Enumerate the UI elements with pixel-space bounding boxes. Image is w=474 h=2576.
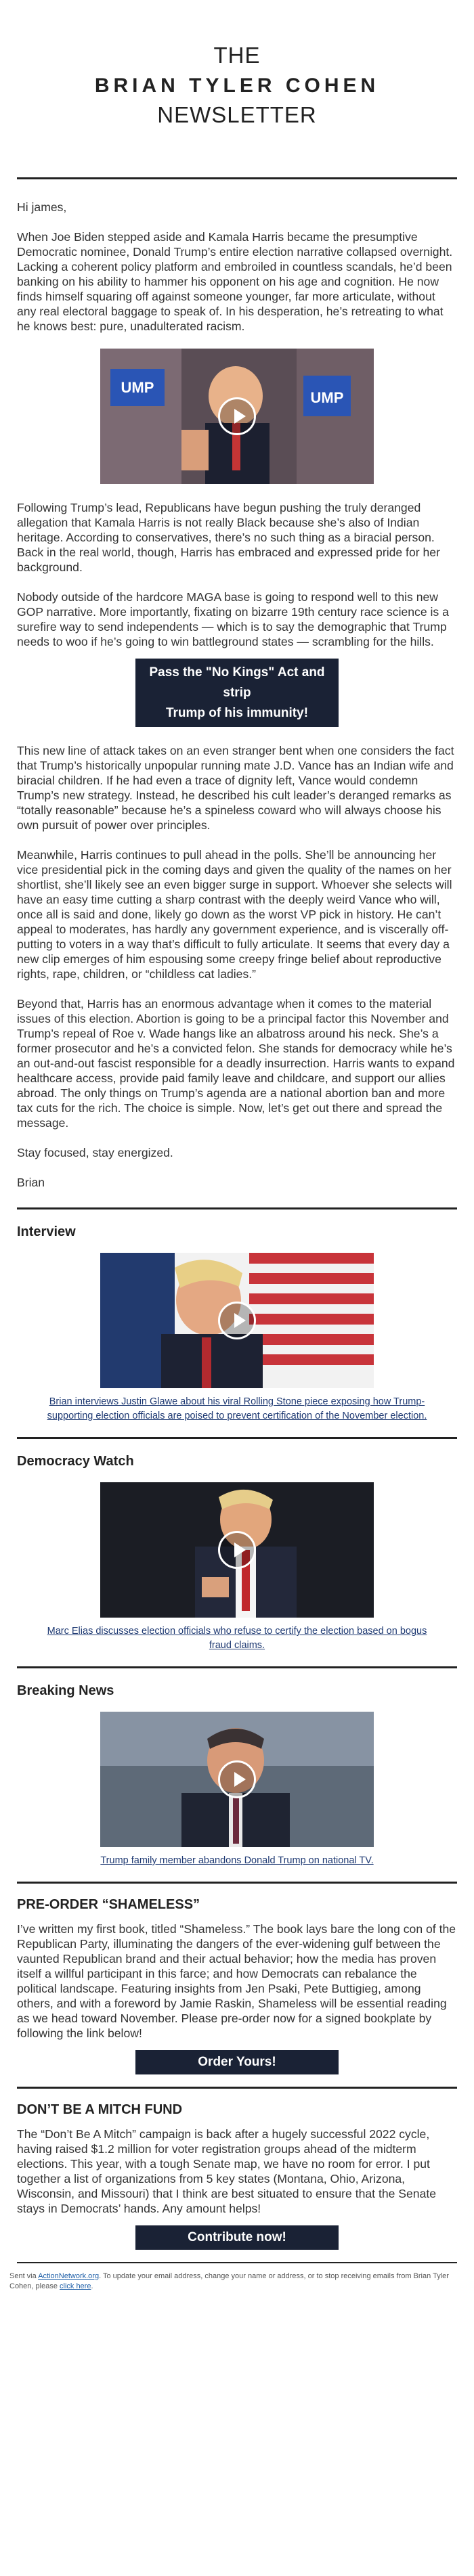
letter-body <box>17 179 457 1190</box>
paragraph-2: Following Trump’s lead, Republicans have begun pushing the truly deranged allegation that Kamala Harris is not really Black because she’s also of Indian heritage. According to conservatives, there’s no such thing as a biracial person. Back in the real world, though, Harris has embraced and expressed pride for her background. <box>17 501 440 574</box>
breaking-news-caption-link[interactable]: Trump family member abandons Donald Trump on national TV. <box>100 1855 374 1866</box>
greeting: Hi james, <box>17 200 67 214</box>
masthead <box>17 0 457 177</box>
contribute-now-button[interactable]: Contribute now! <box>135 2225 339 2250</box>
footer-divider <box>17 2262 457 2263</box>
paragraph-4: This new line of attack takes on an even stranger bent when one considers the fact that Trump’s historically unpopular running mate J.D. Vance has an Indian wife and biracial children. If he had even a trace of dignity left, Vance would condemn Trump’s new strategy. Instead, he described his cult leader’s deranged remarks as “totally reasonable” because he’s a spineless coward who will always choose his own pursuit of power over principles. <box>17 744 454 832</box>
footer-text-mid: . To update your email address, change your name or address, or to stop receiving emails from Brian Tyler Cohen, please <box>9 2272 449 2290</box>
play-icon <box>218 397 256 435</box>
svg-text:UMP: UMP <box>310 389 344 406</box>
unsubscribe-link[interactable]: click here <box>60 2282 91 2290</box>
breaking-news-section <box>17 1668 457 1882</box>
democracy-watch-heading: Democracy Watch <box>17 1454 134 1469</box>
paragraph-6: Beyond that, Harris has an enormous advantage when it comes to the material issues of this election. Abortion is going to be a principal factor this November and Trump’s repeal of Roe v. Wade hangs like an albatross around his neck. She’s a former prosecutor and he’s a convicted felon. She stands for democracy while he’s an out-and-out fascist responsible for a deadly insurrection. Harris wants to expand healthcare access, provide paid family leave and childcare, and support our allies abroad. The only things on Trump’s agenda are a national abortion ban and more tax cuts for the rich. The choice is simple. Now, let’s get out there and spread the message. <box>17 997 455 1130</box>
actionnetwork-link[interactable]: ActionNetwork.org <box>38 2272 100 2280</box>
play-icon <box>218 1531 256 1569</box>
paragraph-1: When Joe Biden stepped aside and Kamala Harris became the presumptive Democratic nominee, Donald Trump’s entire election narrative collapsed overnight. Lacking a coherent policy platform and embroiled in countless scandals, he’d been banking on his ability to hammer his opponent on his age and cognition. He now finds himself squaring off against someone younger, far more articulate, without any real electoral baggage to speak of. In his desperation, he’s retreating to what he knows best: pure, unadulterated racism. <box>17 230 453 333</box>
footer-text-post: . <box>91 2282 93 2290</box>
footer-text-pre: Sent via <box>9 2272 39 2280</box>
video-thumbnail-breaking-news[interactable] <box>100 1712 374 1847</box>
masthead-name: BRIAN TYLER COHEN <box>94 74 380 97</box>
video-thumbnail-democracy-watch[interactable] <box>100 1482 374 1618</box>
mitch-fund-section <box>17 2089 457 2262</box>
democracy-watch-section <box>17 1439 457 1666</box>
paragraph-3: Nobody outside of the hardcore MAGA base is going to respond well to this new GOP narrative. More importantly, fixating on bizarre 19th century race science is a surefire way to send independents — which is to say the demographic that Trump needs to woo if he’s going to win battleground states — scrambling for the hills. <box>17 590 449 648</box>
video-thumbnail-interview[interactable] <box>100 1253 374 1388</box>
masthead-the: THE <box>213 43 261 68</box>
democracy-watch-caption-link[interactable]: Marc Elias discusses election officials who refuse to certify the election based on bogus fraud claims. <box>47 1626 427 1651</box>
shameless-heading: PRE-ORDER “SHAMELESS” <box>17 1897 200 1912</box>
mitch-fund-text: The “Don’t Be A Mitch” campaign is back after a hugely successful 2022 cycle, having raised $1.2 million for voter registration groups ahead of the midterm elections. This year, with a tough Senate map, we have no room for error. I put together a list of organizations from 5 key states (Montana, Ohio, Arizona, Wisconsin, and Missouri) that I think are best situated to ensure that the Senate stays in Democrats’ hands. Any amount helps! <box>17 2127 437 2215</box>
breaking-news-heading: Breaking News <box>17 1683 114 1698</box>
no-kings-act-button-line1: Pass the "No Kings" Act and strip <box>149 665 325 700</box>
shameless-text: I’ve written my first book, titled “Shameless.” The book lays bare the long con of the Republican Party, illuminating the dangers of the ever-widening gulf between the vaunted Republican brand and their actual behavior; how the media has proven itself a willful participant in this farce; and how Democrats can rebalance the political landscape. Featuring insights from Jen Psaki, Pete Buttigieg, among others, and with a foreword by Jamie Raskin, Shameless will be essential reading as we head toward November. Please pre-order now for a signed bookplate by following the link below! <box>17 1922 456 2040</box>
signature: Brian <box>17 1176 45 1189</box>
footer <box>0 2263 474 2292</box>
paragraph-5: Meanwhile, Harris continues to pull ahead in the polls. She’ll be announcing her vice presidential pick in the coming days and given the quality of the names on her shortlist, she’ll likely see an even bigger surge in support. Whoever she selects will have an easy time cutting a sharp contrast with the deeply weird Vance who will, once all is said and done, likely go down as the worst VP pick in history. He can’t appeal to moderates, has hardly any government experience, and is viscerally off-putting to voters in a way that’s difficult to fully articulate. It seems that every day a new clip emerges of him espousing some creepy fringe belief about reproductive rights, rape, children, or “childless cat ladies.” <box>17 848 452 981</box>
play-icon <box>218 1302 256 1339</box>
shameless-section <box>17 1884 457 2087</box>
signoff: Stay focused, stay energized. <box>17 1146 173 1159</box>
interview-section <box>17 1209 457 1437</box>
svg-text:UMP: UMP <box>121 379 154 396</box>
mitch-fund-heading: DON’T BE A MITCH FUND <box>17 2102 183 2117</box>
no-kings-act-button-line2: Trump of his immunity! <box>165 706 309 720</box>
newsletter <box>17 0 457 2263</box>
video-thumbnail-rally[interactable] <box>100 349 374 484</box>
play-icon <box>218 1760 256 1798</box>
interview-heading: Interview <box>17 1224 76 1239</box>
interview-caption-link[interactable]: Brian interviews Justin Glawe about his viral Rolling Stone piece exposing how Trump-supporting election officials are poised to prevent certification of the November election. <box>47 1396 427 1421</box>
order-yours-button[interactable]: Order Yours! <box>135 2050 339 2074</box>
masthead-newsletter: NEWSLETTER <box>157 102 317 127</box>
no-kings-act-button[interactable] <box>135 659 339 727</box>
